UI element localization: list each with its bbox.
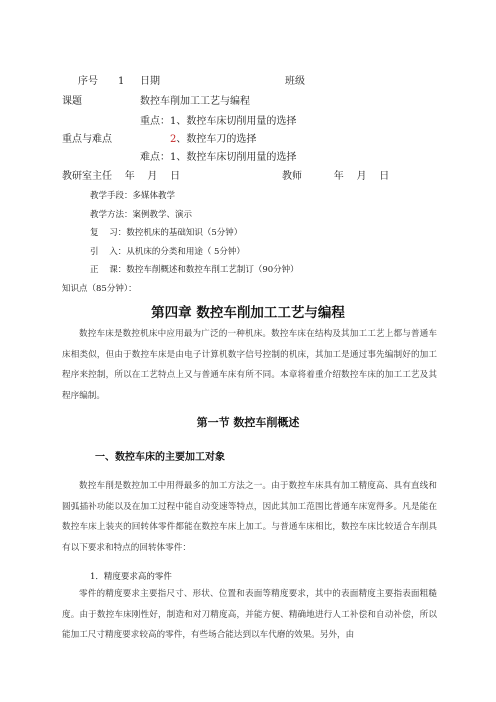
knowledge-points: 知识点（85分钟）： [62,284,137,294]
date-label: 日期 [140,76,160,87]
main-lesson-label: 正 课： [90,265,127,275]
chapter-title: 第四章 数控车削加工工艺与编程 [151,305,345,321]
main-lesson-text: 数控车削概述和数控车削工艺制订（90分钟） [126,265,299,275]
key-point-line-2 [170,134,256,146]
item-1-title: 1．精度要求高的零件 [90,572,172,582]
key-difficulty-label: 重点与难点 [62,134,112,145]
subsection-title: 一、数控车床的主要加工对象 [95,452,225,463]
main-lesson-line [90,265,299,276]
teaching-means: 教学手段：多媒体教学 [90,191,176,201]
item-1-paragraph: 零件的精度要求主要指尺寸、形状、位置和表面等精度要求，其中的表面精度主要指表面粗糙度。由于数控车床刚性好，制造和对刀精度高，并能方便、精确地进行人工补偿和自动补偿，所以能加工尺寸精度要求较高的零件，有些场合能达到以车代磨的效果。另外，由 [62,589,437,640]
key-point-line-1: 重点：1、数控车床切削用量的选择 [140,116,297,127]
intro-label: 引 入： [90,247,127,257]
difficulty-line: 难点：1、数控车床切削用量的选择 [140,152,297,163]
review-line [90,228,242,239]
key-point-text: 、数控车刀的选择 [176,134,257,145]
intro-text: 从机床的分类和用途（ 5分钟） [126,247,245,257]
class-label: 班级 [285,76,305,87]
seq-value: 1 [118,76,125,87]
body-paragraph: 数控车削是数控加工中用得最多的加工方法之一。由于数控车床具有加工精度高、具有直线和圆弧插补功能以及在加工过程中能自动变速等特点，因此其加工范围比普通车床宽得多。凡是能在数控车床上装夹的回转体零件都能在数控车床上加工。与普通车床相比，数控车床比较适合车削具有以下要求和特点的回转体零件： [62,481,437,553]
review-label: 复 习： [90,228,127,238]
seq-label: 序号 [78,76,98,87]
review-text: 数控机床的基础知识（5分钟） [126,228,243,238]
director-signature-line: 教研室主任 年 月 日 [62,171,181,182]
teacher-signature-line: 教师 年 月 日 [282,171,390,182]
chapter-intro-paragraph: 数控车床是数控机床中应用最为广泛的一种机床。数控车床在结构及其加工工艺上都与普通车床相类似，但由于数控车床是由电子计算机数字信号控制的机床，其加工是通过事先编制好的加工程序来控制，所以在工艺特点上又与普通车床有所不同。本章将着重介绍数控车床的加工工艺及其程序编制。 [62,329,437,401]
key-point-number: 2 [170,134,177,145]
topic-label: 课题 [62,96,82,107]
teaching-methods: 教学方法：案例教学、演示 [90,210,193,220]
topic-value: 数控车削加工工艺与编程 [140,96,250,107]
intro-line [90,247,245,258]
section-title: 第一节 数控车削概述 [196,416,300,429]
